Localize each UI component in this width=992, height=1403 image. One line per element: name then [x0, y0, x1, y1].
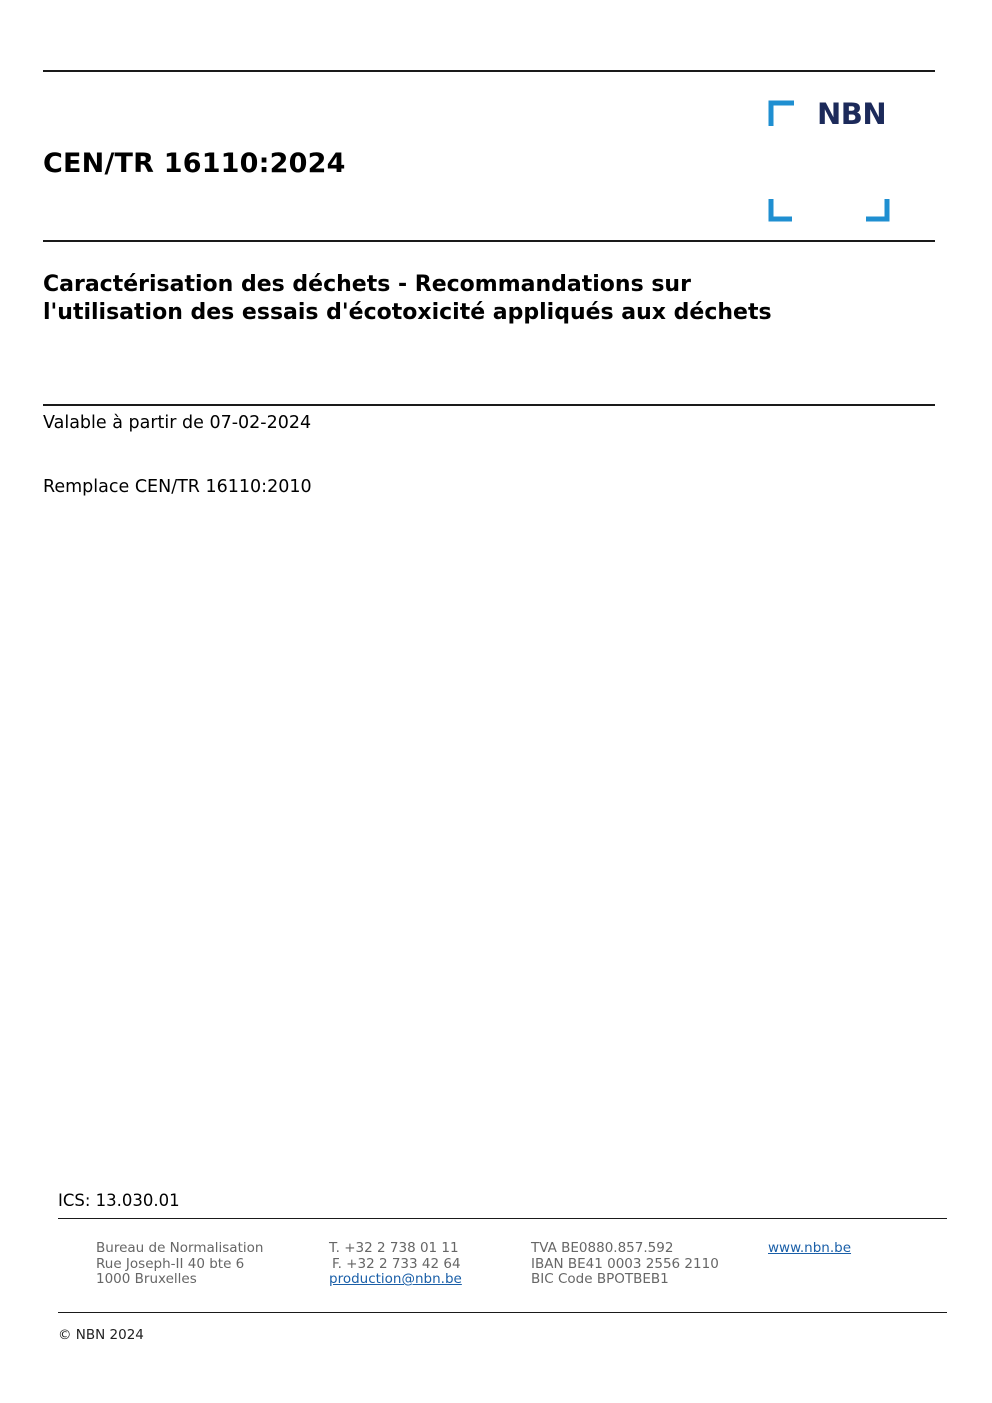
title-bottom-rule — [43, 404, 935, 406]
replaces: Remplace CEN/TR 16110:2010 — [43, 477, 312, 497]
top-rule — [43, 70, 935, 72]
header-bottom-rule — [43, 240, 935, 242]
phone-number: T. +32 2 738 01 11 — [329, 1240, 459, 1256]
copyright: © NBN 2024 — [58, 1327, 144, 1343]
address-line: Bureau de Normalisation — [96, 1240, 264, 1256]
fax-number: F. +32 2 733 42 64 — [332, 1255, 461, 1272]
ics-code: ICS: 13.030.01 — [58, 1191, 180, 1210]
website-link[interactable]: www.nbn.be — [768, 1240, 852, 1256]
address-line: Rue Joseph-II 40 bte 6 — [96, 1255, 245, 1272]
footer-bank — [531, 1241, 719, 1288]
bic-code: BIC Code BPOTBEB1 — [531, 1271, 669, 1288]
footer-address — [96, 1241, 263, 1288]
vat-number: TVA BE0880.857.592 — [531, 1240, 674, 1256]
footer-web — [768, 1241, 851, 1257]
nbn-logo-text: NBN — [817, 97, 887, 131]
title-line-1: Caractérisation des déchets - Recommandations sur — [43, 272, 691, 297]
footer-contact — [329, 1241, 462, 1288]
document-title — [43, 271, 923, 326]
iban: IBAN BE41 0003 2556 2110 — [531, 1255, 719, 1272]
footer-bottom-rule — [58, 1312, 947, 1313]
valid-from: Valable à partir de 07-02-2024 — [43, 413, 312, 433]
email-link[interactable]: production@nbn.be — [329, 1271, 462, 1288]
document-number: CEN/TR 16110:2024 — [43, 148, 346, 179]
footer-top-rule — [58, 1218, 947, 1219]
title-line-2: l'utilisation des essais d'écotoxicité appliqués aux déchets — [43, 299, 772, 325]
address-line: 1000 Bruxelles — [96, 1271, 197, 1288]
